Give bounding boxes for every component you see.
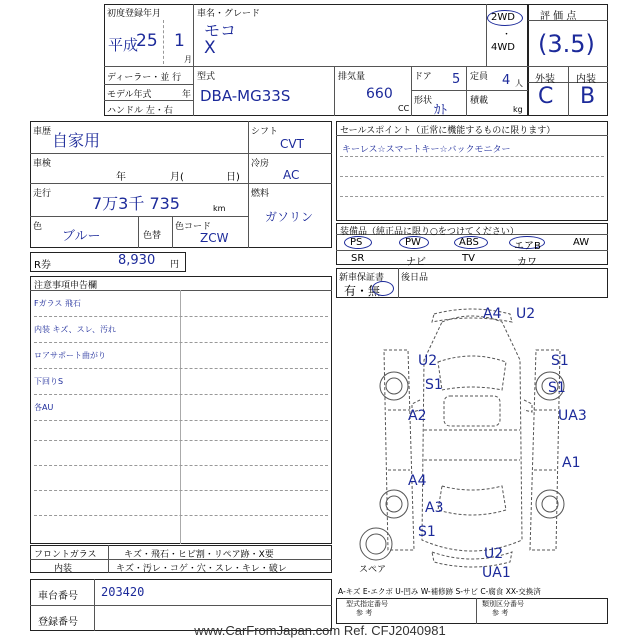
spare-label: スペア xyxy=(359,565,387,575)
ref-label-2: 参 考 xyxy=(492,609,509,617)
drive-4wd: 4WD xyxy=(491,42,515,53)
sales-points-box xyxy=(336,121,608,221)
shape-label: 形状 xyxy=(414,96,433,106)
interior-grade: B xyxy=(580,84,596,109)
car-diagram xyxy=(336,300,608,586)
warranty-selected-circle xyxy=(372,281,394,296)
shift-value: CVT xyxy=(280,137,304,151)
type-value: DBA-MG33S xyxy=(200,87,291,105)
color-change-label: 色替 xyxy=(143,231,162,241)
damage-mark-1: A4 xyxy=(483,306,502,322)
chassis-label: 車台番号 xyxy=(38,591,78,602)
color-label: 色 xyxy=(33,222,43,232)
front-glass-label: フロントガラス xyxy=(34,550,97,560)
shift-label: シフト xyxy=(251,127,279,137)
damage-mark-5: S1 xyxy=(425,377,443,393)
dealer-label: ディーラー・並 行 xyxy=(107,73,182,83)
watermark: www.CarFromJapan.com Ref. CFJ2040981 xyxy=(194,623,446,638)
inspection-month: 月( xyxy=(170,172,184,183)
recycle-box xyxy=(30,252,186,272)
year-value: 25 xyxy=(136,31,158,51)
fuel-value: ガソリン xyxy=(265,210,314,224)
mileage-value: 7万3千 735 xyxy=(92,194,180,213)
registration-label: 車歴 xyxy=(33,127,52,137)
ac-value: AC xyxy=(283,168,300,182)
note-item-1: Fガラス 飛石 xyxy=(34,299,81,308)
equipment-label: 装備品（純正品に限り○をつけてください） xyxy=(340,227,519,237)
reg-no-label: 登録番号 xyxy=(38,617,78,628)
after-item-label: 後日品 xyxy=(401,273,429,283)
drive-dot: ・ xyxy=(502,30,512,40)
inspection-day: 日) xyxy=(226,172,240,183)
mileage-label: 走行 xyxy=(33,189,52,199)
warranty-label: 新車保証書 xyxy=(339,273,385,283)
interior-footer-text: キズ・汚レ・コゲ・穴・スレ・キレ・破レ xyxy=(116,564,287,574)
equip-sr: SR xyxy=(351,253,365,264)
handle-label: ハンドル 左・右 xyxy=(107,106,173,116)
damage-mark-9: A1 xyxy=(562,455,581,471)
inspection-year: 年 xyxy=(116,172,126,183)
load-label: 積載 xyxy=(470,96,489,106)
exterior-label: 外装 xyxy=(535,74,555,85)
note-item-3: ロアサポート曲がり xyxy=(34,351,106,360)
color-code-value: ZCW xyxy=(200,231,229,245)
type-label: 型式 xyxy=(197,72,216,82)
chassis-value: 203420 xyxy=(101,585,145,599)
damage-mark-8: UA3 xyxy=(558,408,587,424)
recycle-label: R券 xyxy=(34,260,51,271)
model-type-label: 型式指定番号 xyxy=(346,600,388,608)
damage-mark-14: UA1 xyxy=(482,565,511,581)
equip-tv: TV xyxy=(462,253,475,264)
load-unit: kg xyxy=(513,105,523,114)
model-year-unit: 年 xyxy=(182,90,192,100)
damage-mark-12: S1 xyxy=(418,524,436,540)
model-year-label: モデル年式 xyxy=(107,90,152,100)
ref-label-1: 参 考 xyxy=(356,609,373,617)
damage-mark-6: S1 xyxy=(548,380,566,396)
interior-footer-label: 内装 xyxy=(54,564,73,574)
displacement-label: 排気量 xyxy=(338,72,366,82)
eval-label: 評 価 点 xyxy=(540,11,577,22)
damage-mark-13: U2 xyxy=(484,546,504,562)
exterior-grade: C xyxy=(538,84,554,109)
equip-aw: AW xyxy=(573,237,590,248)
capacity-label: 定員 xyxy=(470,72,489,82)
capacity-unit: 人 xyxy=(515,79,523,88)
damage-mark-3: U2 xyxy=(418,353,438,369)
equip-navi: ナビ xyxy=(406,257,426,268)
note-item-5: 各AU xyxy=(34,403,54,412)
warranty-value: 有・無 xyxy=(344,284,381,298)
month-value: 1 xyxy=(174,31,185,51)
color-code-label: 色コード xyxy=(175,222,212,232)
fuel-label: 燃料 xyxy=(251,189,270,199)
grade-value: X xyxy=(204,38,216,58)
category-label: 類別区分番号 xyxy=(482,600,524,608)
front-glass-text: キズ・飛石・ヒビ割・リペア跡・X要 xyxy=(124,550,274,560)
model-grade-label: 車名・グレード xyxy=(197,9,261,19)
mileage-unit: km xyxy=(213,204,226,213)
equip-pw: PW xyxy=(405,237,421,248)
damage-mark-2: U2 xyxy=(516,306,536,322)
damage-mark-11: A3 xyxy=(425,500,444,516)
month-unit: 月 xyxy=(184,55,192,64)
displacement-value: 660 xyxy=(366,86,393,102)
displacement-unit: CC xyxy=(398,104,410,113)
sales-points-text: キーレス☆スマートキー☆バックモニター xyxy=(342,145,511,155)
note-item-4: 下回りS xyxy=(34,377,64,386)
interior-label: 内装 xyxy=(576,74,596,85)
era-value: 平成 xyxy=(108,36,139,54)
color-value: ブルー xyxy=(62,229,101,244)
model-value: モコ xyxy=(204,21,237,40)
shape-value: ｶﾄ xyxy=(434,103,447,118)
ac-label: 冷房 xyxy=(251,159,270,169)
first-reg-label: 初度登録年月 xyxy=(107,9,162,19)
damage-mark-7: A2 xyxy=(408,408,427,424)
capacity-value: 4 xyxy=(502,73,511,88)
door-label: ドア xyxy=(414,72,432,82)
recycle-unit: 円 xyxy=(170,260,180,270)
note-item-2: 内装 キズ、スレ、汚れ xyxy=(34,325,116,334)
inspection-label: 車検 xyxy=(33,159,52,169)
notes-label: 注意事項申告欄 xyxy=(34,281,98,291)
recycle-value: 8,930 xyxy=(118,253,156,268)
drive-2wd: 2WD xyxy=(491,12,515,23)
equip-airbag: エアB xyxy=(514,241,541,252)
door-value: 5 xyxy=(452,72,461,87)
damage-mark-4: S1 xyxy=(551,353,569,369)
equip-abs: ABS xyxy=(459,237,479,248)
equip-leather: カワ xyxy=(517,257,537,268)
registration-value: 自家用 xyxy=(52,131,101,150)
equip-ps: PS xyxy=(350,237,363,248)
damage-mark-10: A4 xyxy=(408,473,427,489)
eval-score: (3.5) xyxy=(538,30,595,58)
damage-legend: A-キズ E-エクボ U-凹み W-補修跡 S-サビ C-腐食 XX-交換済 xyxy=(338,587,541,596)
sales-points-label: セールスポイント（正常に機能するものに限ります） xyxy=(340,126,556,136)
